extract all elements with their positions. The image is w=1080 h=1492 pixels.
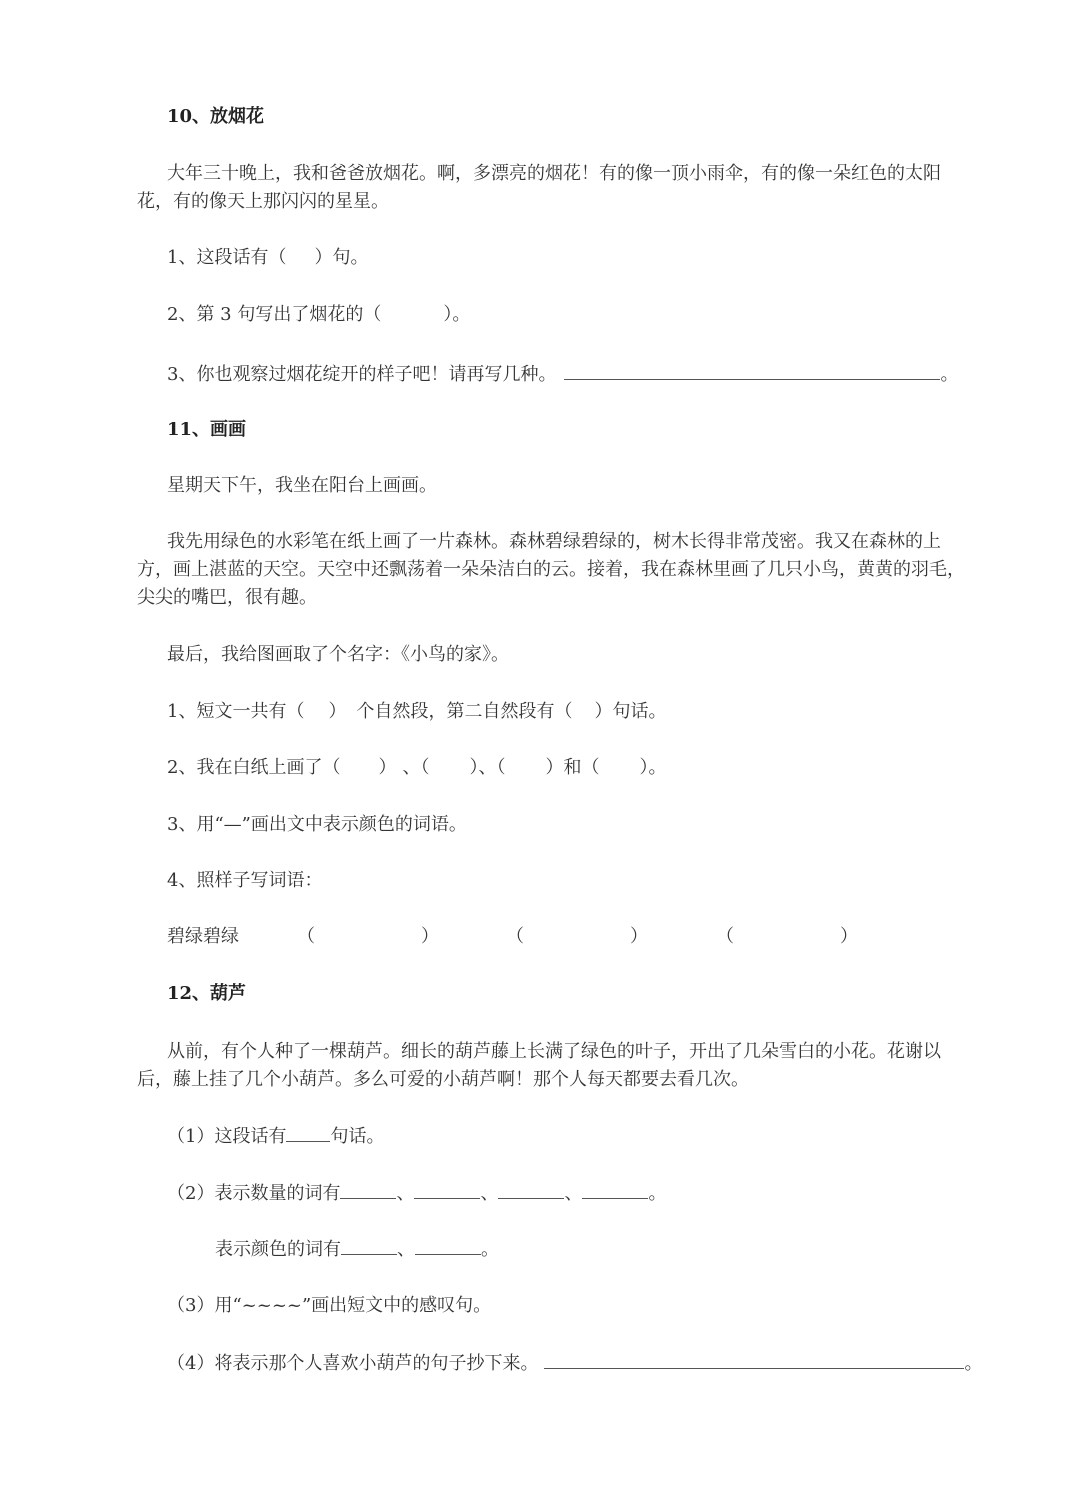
answer-line[interactable] <box>544 1351 964 1369</box>
question-2-colors: 表示颜色的词有 、 。 <box>215 1239 499 1260</box>
answer-line[interactable] <box>564 362 940 380</box>
section-11-title: 11、画画 <box>167 419 247 440</box>
question-2: 2、第 3 句写出了烟花的（ ）。 <box>167 304 471 325</box>
answer-paren-3: （ ） <box>716 926 858 947</box>
answer-line[interactable] <box>498 1181 564 1199</box>
answer-line[interactable] <box>340 1181 396 1199</box>
question-2: （2）表示数量的词有 、 、 、 。 <box>167 1183 667 1204</box>
paragraph-line: 后，藤上挂了几个小葫芦。多么可爱的小葫芦啊！那个人每天都要去看几次。 <box>137 1069 749 1090</box>
paragraph-line: 星期天下午，我坐在阳台上画画。 <box>167 475 437 496</box>
question-3: 3、用“—”画出文中表示颜色的词语。 <box>167 814 467 835</box>
section-10-title: 10、放烟花 <box>167 106 265 127</box>
answer-line[interactable] <box>415 1237 481 1255</box>
answer-paren-1: （ ） <box>297 926 439 947</box>
question-1: （1）这段话有 句话。 <box>167 1126 385 1147</box>
answer-line[interactable] <box>414 1181 480 1199</box>
example-word: 碧绿碧绿 <box>167 926 239 947</box>
paragraph-line: 花，有的像天上那闪闪的星星。 <box>137 191 389 212</box>
answer-line[interactable] <box>582 1181 648 1199</box>
question-3: 3、你也观察过烟花绽开的样子吧！请再写几种。 。 <box>167 364 959 385</box>
question-4: （4）将表示那个人喜欢小葫芦的句子抄下来。 。 <box>167 1353 983 1374</box>
paragraph-line: 尖尖的嘴巴，很有趣。 <box>137 587 317 608</box>
answer-paren-2: （ ） <box>506 926 648 947</box>
paragraph-line: 从前，有个人种了一棵葫芦。细长的葫芦藤上长满了绿色的叶子，开出了几朵雪白的小花。花谢以 <box>167 1041 941 1062</box>
paragraph-line: 大年三十晚上，我和爸爸放烟花。啊，多漂亮的烟花！有的像一顶小雨伞，有的像一朵红色的太阳 <box>167 163 941 184</box>
paragraph-line: 最后，我给图画取了个名字：《小鸟的家》。 <box>167 644 509 665</box>
section-12-title: 12、葫芦 <box>167 983 247 1004</box>
question-1: 1、这段话有（ ）句。 <box>167 247 369 268</box>
paragraph-line: 我先用绿色的水彩笔在纸上画了一片森林。森林碧绿碧绿的，树木长得非常茂密。我又在森林的上 <box>167 531 941 552</box>
question-4: 4、照样子写词语： <box>167 870 323 891</box>
paragraph-line: 方，画上湛蓝的天空。天空中还飘荡着一朵朵洁白的云。接着，我在森林里画了几只小鸟，黄黄的羽毛， <box>137 559 965 580</box>
question-1: 1、短文一共有（ ） 个自然段，第二自然段有（ ）句话。 <box>167 701 667 722</box>
answer-line[interactable] <box>341 1237 397 1255</box>
answer-line[interactable] <box>286 1124 330 1142</box>
question-2: 2、我在白纸上画了（ ） 、（ ）、（ ）和（ ）。 <box>167 757 667 778</box>
question-3: （3）用“~~~~”画出短文中的感叹句。 <box>167 1295 492 1316</box>
